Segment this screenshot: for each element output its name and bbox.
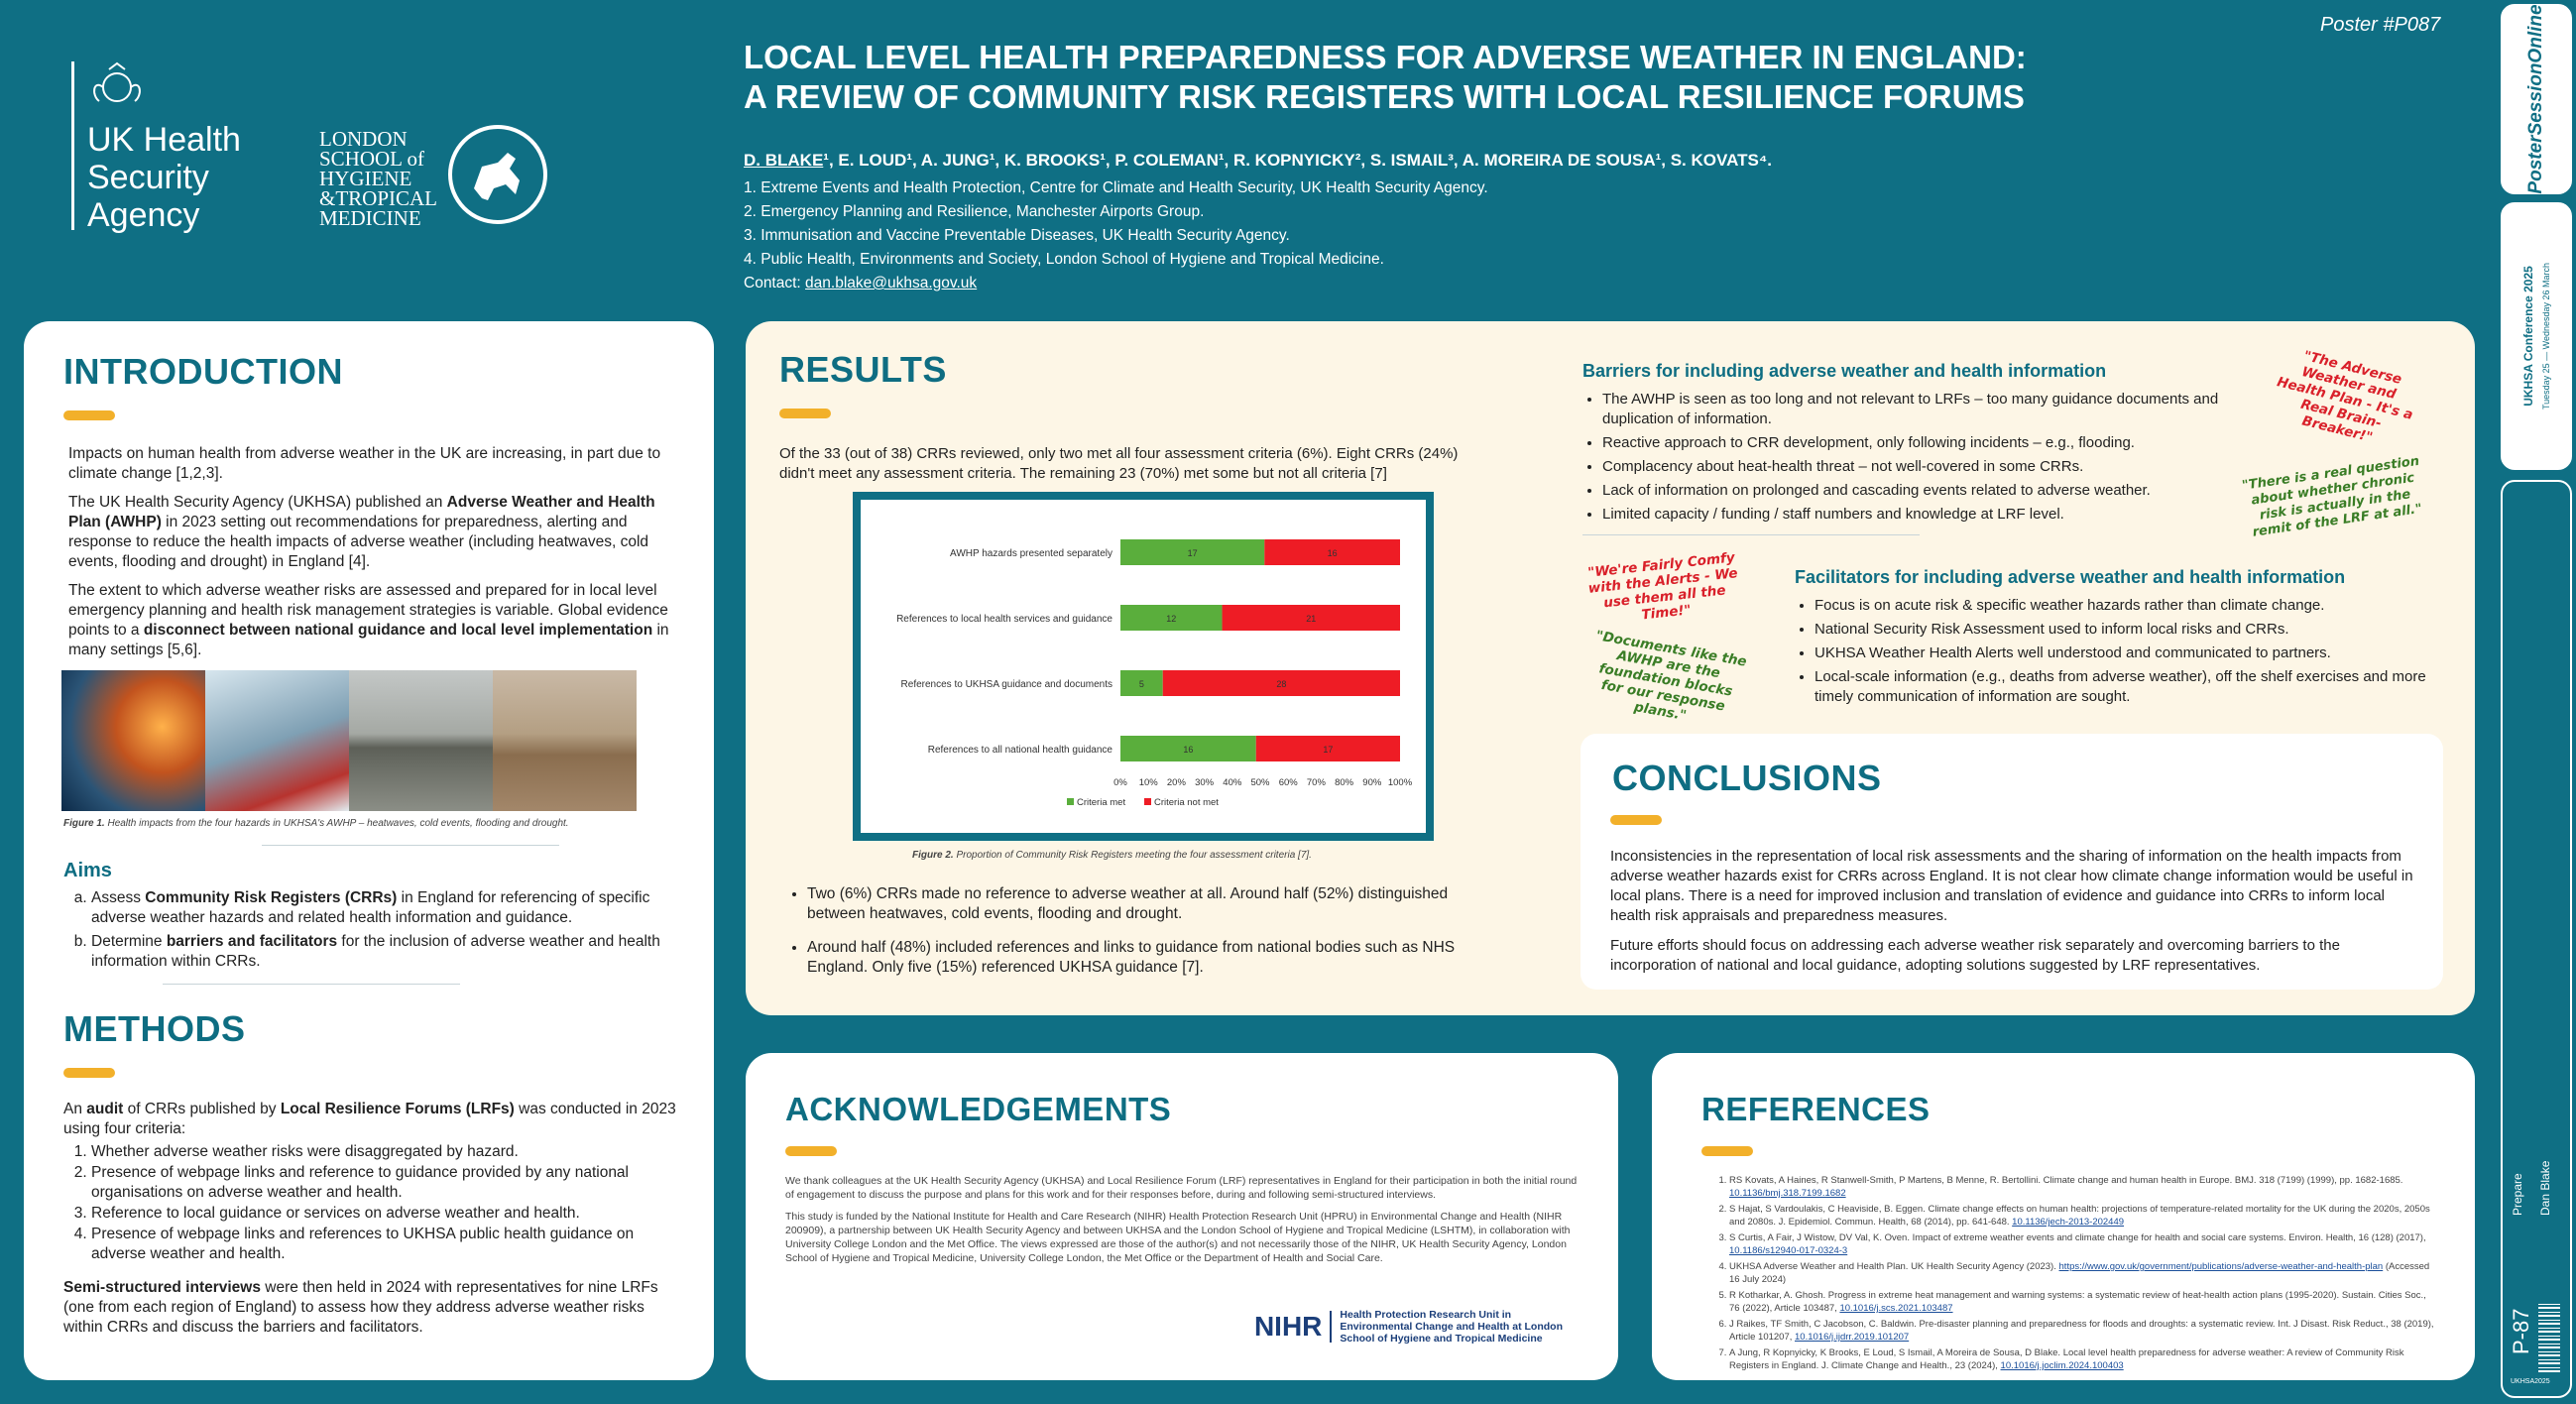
- text-span: The UK Health Security Agency (UKHSA) published an: [68, 494, 447, 511]
- barriers-list: [1582, 390, 2247, 525]
- hazard-photo-strip: [61, 670, 637, 811]
- text-span: An: [63, 1101, 87, 1117]
- reference-text: A Jung, R Kopnyicky, K Brooks, E Loud, S Ismail, A Moreira de Sousa, D Blake. Local level health preparedness for adverse weather: A review of Community Risk Registers in England. J. Climate Change and Health., 23 (2024),: [1729, 1347, 2404, 1371]
- reference-link[interactable]: https://www.gov.uk/government/publications/adverse-weather-and-health-plan: [2058, 1261, 2384, 1272]
- aim-item: [91, 932, 676, 972]
- results-bullets: [779, 884, 1493, 982]
- reference-text: J Raikes, TF Smith, C Jacobson, C. Baldwin. Pre-disaster planning and preparedness for floods and droughts: a systematic review. Int. J Disast. Risk Reduct., 38 (2019), Article 101207,: [1729, 1319, 2434, 1343]
- legend-swatch-met: [1067, 798, 1074, 805]
- ack-paragraph: We thank colleagues at the UK Health Security Agency (UKHSA) and Local Resilience Forum (LRF) representatives in England for their participation in both the initial round of engagement to discuss the purpose and plans for this work and for their responses before, during and following semi-structured interviews.: [785, 1175, 1578, 1201]
- heading-accent: [1610, 815, 1662, 825]
- results-left: [779, 349, 1493, 493]
- text-span: Assess: [91, 889, 146, 906]
- result-bullet: • Around half (48%) included references and links to guidance from national bodies such as NHS England. Only five (15%) referenced UKHSA guidance [7].: [807, 938, 1493, 978]
- reference-link[interactable]: 10.1016/j.ijdrr.2019.101207: [1795, 1332, 1910, 1343]
- caption-text: Health impacts from the four hazards in UKHSA's AWHP – heatwaves, cold events, flooding and drought.: [104, 818, 569, 829]
- facilitator-item: • UKHSA Weather Health Alerts well understood and communicated to partners.: [1815, 644, 2429, 663]
- poster-title: [744, 38, 2449, 117]
- affiliation: 4. Public Health, Environments and Society, London School of Hygiene and Tropical Medicine.: [744, 251, 1384, 268]
- poster-code: P-87: [2509, 1308, 2533, 1354]
- title-line: LOCAL LEVEL HEALTH PREPAREDNESS FOR ADVERSE WEATHER IN ENGLAND:: [744, 39, 2027, 75]
- aims-heading: Aims: [63, 860, 112, 881]
- ack-paragraph: This study is funded by the National Institute for Health and Care Research (NIHR) Health Protection Research Unit (HPRU) in Environmental Change and Health (NIHR 200909), a partnership between UK Health Security Agency and between UKHSA and the London School of Hygiene and Tropical Medicine (LSHTM), in collaboration with University College London and the Met Office. The views expressed are those of the author(s) and not necessarily those of the NIHR, UK Health Security Agency, London School of Hygiene and Tropical Medicine, University College London, the Met Office or the Department of Health and Social Care.: [785, 1211, 1571, 1264]
- data-label-not-met: 16: [1327, 548, 1338, 558]
- org-name-line: Agency: [87, 196, 200, 234]
- facilitators-heading: Facilitators for including adverse weather and health information: [1795, 567, 2346, 587]
- y-tick-label: References to local health services and guidance: [896, 614, 1112, 625]
- facilitator-item: • National Security Risk Assessment used to inform local risks and CRRs.: [1815, 620, 2429, 640]
- quote-chronic-risk: "There is a real question about whether chronic risk is actually in the remit of the LRF at all.": [2241, 453, 2423, 540]
- references-heading: REFERENCES: [1701, 1091, 1931, 1127]
- poster-id: Poster #P087: [2320, 14, 2441, 36]
- lshtm-name-line: MEDICINE: [319, 206, 421, 230]
- divider: [163, 984, 460, 985]
- text-bold: Local Resilience Forums (LRFs): [280, 1101, 515, 1117]
- y-tick-label: References to UKHSA guidance and documents: [900, 679, 1112, 690]
- conference-tab[interactable]: [2501, 202, 2572, 470]
- poster-code-sub: UKHSA2025: [2511, 1378, 2550, 1385]
- lshtm-name-line: SCHOOL of: [319, 147, 424, 171]
- barcode: [2538, 1301, 2560, 1372]
- heading-accent: [63, 1068, 115, 1078]
- nihr-unit-line: School of Hygiene and Tropical Medicine: [1340, 1333, 1543, 1345]
- nihr-unit-line: Health Protection Research Unit in: [1340, 1309, 1512, 1321]
- intro-paragraph: [68, 581, 676, 660]
- reference-link[interactable]: 10.1186/s12940-017-0324-3: [1729, 1245, 1848, 1256]
- results-chart: [861, 500, 1426, 833]
- x-tick-label: 50%: [1250, 777, 1270, 788]
- references-card: [1652, 1053, 2475, 1380]
- caption-label: Figure 1.: [63, 818, 105, 829]
- x-tick-label: 80%: [1335, 777, 1354, 788]
- contact-email-link[interactable]: dan.blake@ukhsa.gov.uk: [805, 275, 978, 292]
- facilitator-item: • Local-scale information (e.g., deaths from adverse weather), off the shelf exercises and more timely communication of information are sought.: [1815, 667, 2429, 707]
- x-tick-label: 0%: [1113, 777, 1127, 788]
- reference-link[interactable]: 10.1016/j.scs.2021.103487: [1839, 1303, 1953, 1314]
- reference-link[interactable]: 10.1136/jech-2013-202449: [2012, 1217, 2125, 1228]
- references-list: [1701, 1174, 2435, 1372]
- results-heading: RESULTS: [779, 349, 947, 390]
- drought-photo: [493, 670, 637, 811]
- acknowledgements-heading: ACKNOWLEDGEMENTS: [785, 1091, 1172, 1127]
- heading-accent: [1701, 1146, 1753, 1156]
- figure1-caption: [63, 817, 676, 831]
- title-line: A REVIEW OF COMMUNITY RISK REGISTERS WITH LOCAL RESILIENCE FORUMS: [744, 78, 2025, 115]
- result-bullet: • Two (6%) CRRs made no reference to adverse weather at all. Around half (52%) distinguished between heatwaves, cold events, flooding and drought.: [807, 884, 1493, 924]
- data-label-not-met: 28: [1276, 679, 1287, 689]
- affiliation: 3. Immunisation and Vaccine Preventable Diseases, UK Health Security Agency.: [744, 227, 1290, 244]
- conclusions-card: [1581, 734, 2443, 990]
- flood-photo: [349, 670, 493, 811]
- reference-item: [1729, 1231, 2435, 1257]
- results-chart-frame: [853, 492, 1434, 841]
- conference-label: UKHSA Conference 2025: [2521, 266, 2535, 407]
- author-label: Dan Blake: [2538, 1160, 2552, 1216]
- barrier-item: • Reactive approach to CRR development, only following incidents – e.g., flooding.: [1602, 433, 2247, 453]
- ukhsa-logo: [71, 61, 290, 240]
- methods-paragraph: [63, 1278, 676, 1338]
- reference-item: [1729, 1260, 2435, 1286]
- text-bold: Community Risk Registers (CRRs): [145, 889, 398, 906]
- criteria-list: [63, 1142, 676, 1264]
- acknowledgements-card: [746, 1053, 1618, 1380]
- nihr-wordmark: NIHR: [1254, 1311, 1332, 1343]
- first-author: D. BLAKE: [744, 151, 824, 170]
- criteria-item: 2. Presence of webpage links and reference to guidance provided by any national organisations on adverse weather and health.: [91, 1163, 676, 1203]
- brand-label: PosterSessionOnline: [2525, 4, 2546, 194]
- legend-swatch-not-met: [1144, 798, 1151, 805]
- left-card: [24, 321, 714, 1380]
- lshtm-name-line: LONDON: [319, 127, 408, 151]
- legend-label-met: Criteria met: [1077, 797, 1126, 808]
- conclusions-paragraph: Inconsistencies in the representation of local risk assessments and the sharing of information on the health impacts from adverse weather hazards exist for CRRs across England. It is not clear how climate change information would be useful in local plans. There is a need for improved inclusion and translation of evidence and guidance into CRRs to inform local health risk appraisals and preparedness measures.: [1610, 848, 2413, 924]
- caption-text: Proportion of Community Risk Registers meeting the four assessment criteria [7].: [953, 850, 1312, 861]
- reference-text: S Curtis, A Fair, J Wistow, DV Val, K. Oven. Impact of extreme weather events and climate change for health and social care systems. Environ. Health, 16 (128) (2017),: [1729, 1232, 2426, 1243]
- facilitator-item: • Focus is on acute risk & specific weather hazards rather than climate change.: [1815, 596, 2429, 616]
- x-tick-label: 60%: [1278, 777, 1298, 788]
- reference-item: [1729, 1289, 2435, 1315]
- contact: [744, 272, 2429, 295]
- barrier-item: • Lack of information on prolonged and cascading events related to adverse weather.: [1602, 481, 2247, 501]
- intro-heading: INTRODUCTION: [63, 351, 343, 392]
- brand-tab[interactable]: [2501, 4, 2572, 194]
- text-bold: Adverse Weather and Health Plan (AWHP): [68, 494, 655, 530]
- nihr-unit-line: Environmental Change and Health at London: [1340, 1321, 1563, 1333]
- barrier-item: • Complacency about heat-health threat – not well-covered in some CRRs.: [1602, 457, 2247, 477]
- info-tab[interactable]: [2501, 480, 2572, 1398]
- text-bold: disconnect between national guidance and local level implementation: [143, 622, 653, 639]
- reference-item: [1729, 1203, 2435, 1228]
- x-tick-label: 30%: [1195, 777, 1215, 788]
- text-bold: barriers and facilitators: [166, 933, 338, 950]
- cold-photo: [205, 670, 349, 811]
- text-span: in many settings [5,6].: [68, 622, 669, 658]
- reference-item: [1729, 1174, 2435, 1200]
- quote-foundation: "Documents like the AWHP are the foundation blocks for our response plans.": [1594, 628, 1748, 725]
- text-bold: audit: [86, 1101, 124, 1117]
- text-span: The extent to which adverse weather risks are assessed and prepared for in local level emergency planning and health risk management strategies is variable. Global evidence points to a: [68, 582, 668, 639]
- criteria-item: 4. Presence of webpage links and references to UKHSA public health guidance on adverse weather and health.: [91, 1225, 676, 1264]
- legend-label-not-met: Criteria not met: [1154, 797, 1219, 808]
- aim-item: [91, 888, 676, 928]
- reference-link[interactable]: 10.1136/bmj.318.7199.1682: [1729, 1188, 1846, 1199]
- x-tick-label: 10%: [1138, 777, 1158, 788]
- x-tick-label: 100%: [1387, 777, 1413, 788]
- text-span: were then held in 2024 with representatives for nine LRFs (one from each region of England) to assess how they address adverse weather risks within CRRs and discuss the barriers and facilitators.: [63, 1279, 658, 1336]
- data-label-not-met: 17: [1323, 745, 1334, 755]
- crest-icon: [85, 61, 149, 111]
- x-tick-label: 20%: [1166, 777, 1186, 788]
- data-label-not-met: 21: [1306, 614, 1317, 624]
- text-span: was conducted in 2023 using four criteria:: [63, 1101, 676, 1137]
- affiliation: 2. Emergency Planning and Resilience, Manchester Airports Group.: [744, 203, 1205, 220]
- data-label-met: 12: [1166, 614, 1177, 624]
- affiliations: [744, 176, 2429, 295]
- reference-item: [1729, 1318, 2435, 1344]
- caption-label: Figure 2.: [912, 850, 954, 861]
- quote-brain-breaker: "The Adverse Weather and Health Plan - It's a Real Brain-Breaker!": [2275, 347, 2415, 446]
- contact-label: Contact:: [744, 275, 806, 292]
- criteria-item: 3. Reference to local guidance or services on adverse weather and health.: [91, 1204, 676, 1224]
- affiliation: 1. Extreme Events and Health Protection, Centre for Climate and Health Security, UK Health Security Agency.: [744, 179, 1488, 196]
- nihr-logo: [1254, 1309, 1563, 1345]
- intro-paragraph: [68, 493, 676, 572]
- barrier-item: • Limited capacity / funding / staff numbers and knowledge at LRF level.: [1602, 505, 2247, 525]
- text-span: in 2023 setting out recommendations for preparedness, alerting and response to reduce the health impacts of adverse weather (including heatwaves, cold events, flooding and drought) in England [4].: [68, 514, 649, 570]
- text-span: of CRRs published by: [123, 1101, 281, 1117]
- x-tick-label: 70%: [1306, 777, 1326, 788]
- divider: [1582, 534, 1920, 535]
- topic-label: Prepare: [2511, 1173, 2524, 1216]
- facilitators-list: [1795, 596, 2429, 707]
- barriers-heading: Barriers for including adverse weather and health information: [1582, 361, 2107, 381]
- reference-link[interactable]: 10.1016/j.joclim.2024.100403: [2000, 1360, 2124, 1371]
- results-intro: Of the 33 (out of 38) CRRs reviewed, only two met all four assessment criteria (6%). Eight CRRs (24%) didn't meet any assessment criteria. The remaining 23 (70%) met some but not all criteria [7]: [779, 445, 1459, 482]
- authors: [744, 151, 2429, 171]
- divider: [262, 845, 559, 846]
- intro-paragraph: Impacts on human health from adverse weather in the UK are increasing, in part due to climate change [1,2,3].: [68, 445, 661, 482]
- heading-accent: [779, 409, 831, 418]
- figure2-caption: [912, 849, 1312, 863]
- methods-paragraph: [63, 1100, 676, 1139]
- data-label-met: 16: [1183, 745, 1194, 755]
- reference-text: R Kotharkar, A. Ghosh. Progress in extreme heat management and warning systems: a systematic review of heat-health action plans (1995-2020). Sustain. Cities Soc., 76 (2022), Article 103487,: [1729, 1290, 2426, 1314]
- reference-text: UKHSA Adverse Weather and Health Plan. UK Health Security Agency (2023).: [1729, 1261, 2056, 1272]
- text-span: for the inclusion of adverse weather and health information within CRRs.: [91, 933, 660, 970]
- lshtm-name-line: &TROPICAL: [319, 186, 438, 210]
- data-label-met: 17: [1187, 548, 1198, 558]
- heatwave-photo: [61, 670, 205, 811]
- org-name-line: UK Health: [87, 121, 241, 159]
- reference-item: [1729, 1346, 2435, 1372]
- methods-heading: METHODS: [63, 1008, 246, 1049]
- barrier-item: • The AWHP is seen as too long and not relevant to LRFs – too many guidance documents and duplication of information.: [1602, 390, 2247, 429]
- heading-accent: [63, 410, 115, 420]
- reference-text: (Accessed 16 July 2024): [1729, 1261, 2430, 1285]
- conclusions-paragraph: Future efforts should focus on addressing each adverse weather risk separately and overcoming barriers to the incorporation of national and local guidance, adopting solutions suggested by LRF representatives.: [1610, 937, 2340, 974]
- facilitators-section: [1795, 567, 2429, 711]
- y-tick-label: References to all national health guidance: [927, 745, 1112, 756]
- barriers-section: [1582, 361, 2247, 535]
- x-tick-label: 40%: [1223, 777, 1242, 788]
- reference-text: S Hajat, S Vardoulakis, C Heaviside, B. Eggen. Climate change effects on human health: projections of temperature-related mortality for the UK during the 2020s, 2050s and 2080s. J. Epidemiol. Commun. Health, 68 (2014), pp. 641-648.: [1729, 1204, 2430, 1228]
- text-span: in England for referencing of specific adverse weather hazards and related health information and guidance.: [91, 889, 650, 926]
- lshtm-name-line: HYGIENE: [319, 167, 412, 190]
- aims-list: [63, 888, 676, 972]
- text-span: Determine: [91, 933, 167, 950]
- reference-text: RS Kovats, A Haines, R Stanwell-Smith, P Martens, B Menne, R. Bertollini. Climate change and human health in Europe. BMJ. 318 (7199) (1999), pp. 1682-1685.: [1729, 1175, 2403, 1186]
- conclusions-heading: CONCLUSIONS: [1612, 758, 1882, 798]
- org-name-line: Security: [87, 159, 209, 196]
- horse-emblem-icon: [446, 123, 549, 226]
- heading-accent: [785, 1146, 837, 1156]
- conference-sub: Tuesday 25 — Wednesday 26 March: [2541, 262, 2551, 410]
- data-label-met: 5: [1138, 679, 1144, 689]
- criteria-item: 1. Whether adverse weather risks were disaggregated by hazard.: [91, 1142, 676, 1162]
- author-list: ¹, E. LOUD¹, A. JUNG¹, K. BROOKS¹, P. COLEMAN¹, R. KOPNYICKY², S. ISMAIL³, A. MOREIRA DE SOUSA¹, S. KOVATS⁴.: [823, 151, 1772, 170]
- y-tick-label: AWHP hazards presented separately: [950, 548, 1112, 559]
- text-bold: Semi-structured interviews: [63, 1279, 261, 1296]
- lshtm-logo: [319, 123, 557, 232]
- x-tick-label: 90%: [1362, 777, 1382, 788]
- quote-alerts: "We're Fairly Comfy with the Alerts - We use them all the Time!": [1586, 549, 1739, 624]
